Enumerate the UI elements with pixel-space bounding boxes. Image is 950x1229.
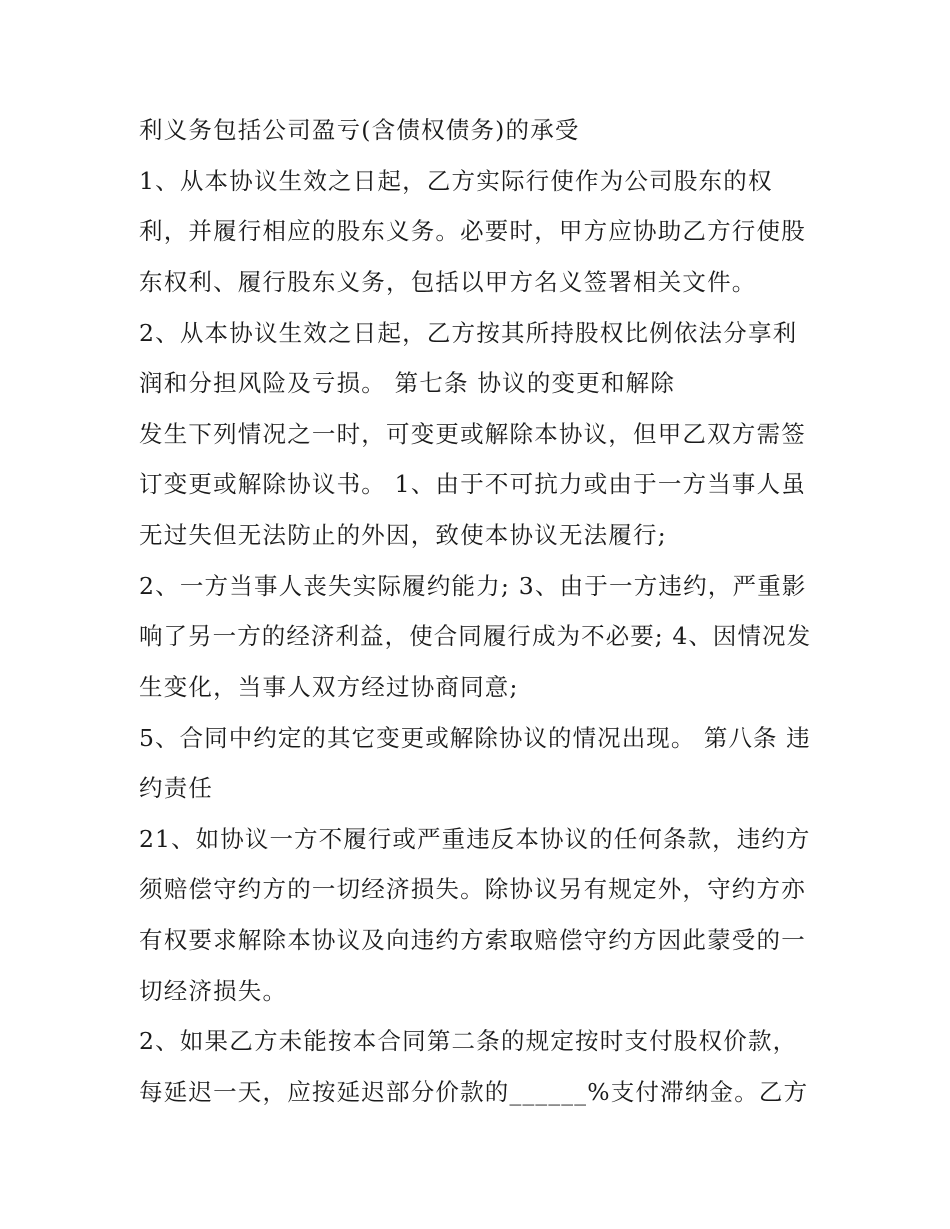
text-line: 须赔偿守约方的一切经济损失。除协议另有规定外，守约方亦 <box>139 875 806 903</box>
text-line: 东权利、履行股东义务，包括以甲方名义签署相关文件。 <box>139 268 757 296</box>
text-line: 5、合同中约定的其它变更或解除协议的情况出现。 第八条 违 <box>139 724 811 752</box>
text-line: 每延迟一天，应按延迟部分价款的______%支付滞纳金。乙方 <box>139 1078 809 1106</box>
text-line: 2、一方当事人丧失实际履约能力; 3、由于一方违约，严重影 <box>139 572 807 600</box>
text-line: 利义务包括公司盈亏(含债权债务)的承受 <box>139 116 580 144</box>
text-line: 响了另一方的经济利益，使合同履行成为不必要; 4、因情况发 <box>139 622 812 650</box>
text-line: 有权要求解除本协议及向违约方索取赔偿守约方因此蒙受的一 <box>139 926 806 954</box>
text-line: 利，并履行相应的股东义务。必要时，甲方应协助乙方行使股 <box>139 217 806 245</box>
text-line: 生变化，当事人双方经过协商同意; <box>139 673 519 701</box>
text-line: 2、从本协议生效之日起，乙方按其所持股权比例依法分享利 <box>139 319 798 347</box>
text-line: 21、如协议一方不履行或严重违反本协议的任何条款，违约方 <box>139 825 811 853</box>
text-line: 润和分担风险及亏损。 第七条 协议的变更和解除 <box>139 369 676 397</box>
text-line: 订变更或解除协议书。 1、由于不可抗力或由于一方当事人虽 <box>139 470 807 498</box>
text-line: 约责任 <box>139 774 214 802</box>
text-line: 无过失但无法防止的外因，致使本协议无法履行; <box>139 521 667 549</box>
text-line: 2、如果乙方未能按本合同第二条的规定按时支付股权价款， <box>139 1027 798 1055</box>
text-line: 1、从本协议生效之日起，乙方实际行使作为公司股东的权 <box>139 167 773 195</box>
text-line: 切经济损失。 <box>139 977 288 1005</box>
text-line: 发生下列情况之一时，可变更或解除本协议，但甲乙双方需签 <box>139 420 806 448</box>
